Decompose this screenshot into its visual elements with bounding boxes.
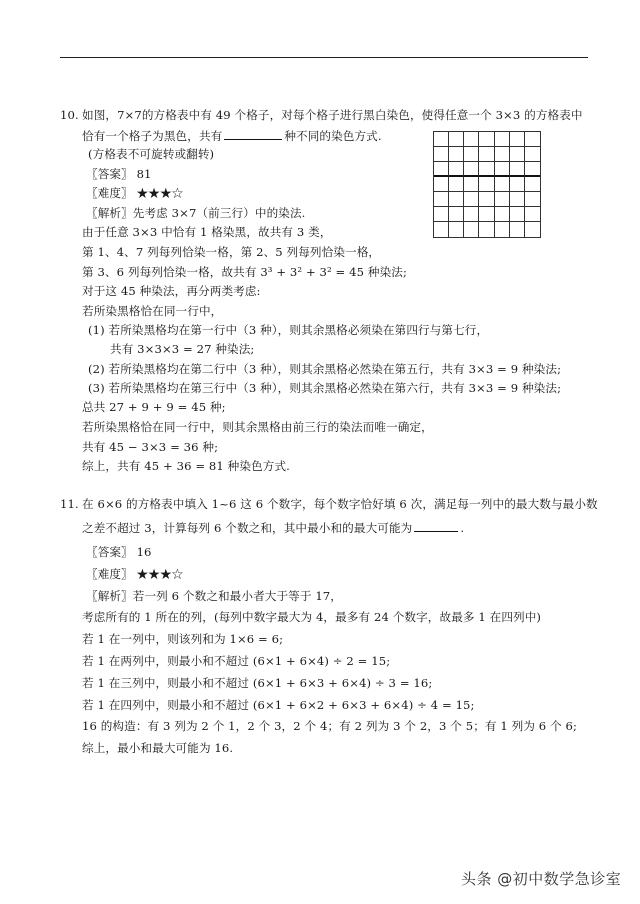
problem-10-stem-line1: 如图，7×7的方格表中有 49 个格子，对每个格子进行黑白染色，使得任意一个 3×3 的方格表中 [82, 108, 583, 122]
grid-cell [495, 207, 510, 222]
analysis-line: 若 1 在两列中，则最小和不超过 (6×1 + 6×4) ÷ 2 = 15; [82, 654, 391, 668]
problem-10-note: (方格表不可旋转或翻转) [88, 147, 215, 161]
analysis-line: 若所染黑格恰在同一行中， [82, 304, 223, 318]
problem-11-stem-line2: 之差不超过 3，计算每列 6 个数之和，其中最小和的最大可能为 . [82, 521, 465, 535]
problem-10-stem-line2: 恰有一个格子为黑色，共有 种不同的染色方式. [82, 129, 382, 143]
grid-cell [495, 162, 510, 177]
grid-cell [510, 147, 525, 162]
analysis-line: 共有 45 − 3×3 = 36 种; [82, 440, 219, 454]
grid-cell [479, 192, 494, 207]
grid-cell [495, 177, 510, 192]
grid-cell [510, 222, 525, 237]
grid-cell [449, 162, 464, 177]
analysis-line: 综上，共有 45 + 36 = 81 种染色方式. [82, 459, 290, 473]
analysis-line: 第 1、4、7 列每列恰染一格，第 2、5 列每列恰染一格， [82, 245, 381, 259]
grid-cell [464, 192, 479, 207]
grid-cell [464, 177, 479, 192]
grid-cell [495, 147, 510, 162]
grid-cell [495, 132, 510, 147]
grid-figure-7x7 [433, 131, 541, 238]
watermark: 头条 @初中数学急诊室 [461, 870, 622, 888]
problem-11-stem-line1: 在 6×6 的方格表中填入 1~6 这 6 个数字，每个数字恰好填 6 次，满足每一列中的最大数与最小数 [82, 497, 598, 511]
problem-10-number: 10. [60, 108, 79, 122]
grid-cell [464, 132, 479, 147]
grid-cell [479, 177, 494, 192]
grid-cell [479, 147, 494, 162]
grid-cell [449, 147, 464, 162]
analysis-line: (1) 若所染黑格均在第一行中（3 种），则其余黑格必须染在第四行与第七行， [88, 323, 489, 337]
grid-cell [434, 192, 449, 207]
star-rating-icon: ★★★☆ [136, 186, 184, 200]
grid-cell [464, 147, 479, 162]
grid-cell [449, 207, 464, 222]
analysis-line: 考虑所有的 1 所在的列，(每列中数字最大为 4，最多有 24 个数字，故最多 1 在四列中) [82, 610, 542, 624]
answer-blank [224, 128, 282, 140]
grid-cell [510, 162, 525, 177]
analysis-line: (3) 若所染黑格均在第三行中（3 种），则其余黑格必然染在第六行，共有 3×3 = 9 种染法; [88, 381, 562, 395]
analysis-line: 由于任意 3×3 中恰有 1 格染黑，故共有 3 类， [82, 225, 332, 239]
problem-11-analysis-head: 〖解析〗若一列 6 个数之和最小者大于等于 17， [86, 589, 342, 603]
grid-cell [479, 207, 494, 222]
grid-cell [525, 177, 540, 192]
grid-cell [479, 162, 494, 177]
analysis-line: 总共 27 + 9 + 9 = 45 种; [82, 400, 226, 414]
analysis-line: (2) 若所染黑格均在第二行中（3 种），则其余黑格必然染在第五行，共有 3×3 = 9 种染法; [88, 362, 562, 376]
analysis-line: 共有 3×3×3 = 27 种染法; [110, 342, 255, 356]
grid-cell [525, 222, 540, 237]
grid-cell [449, 132, 464, 147]
analysis-line: 对于这 45 种染法，再分两类考虑: [82, 284, 261, 298]
grid-cell [525, 192, 540, 207]
problem-10-answer: 〖答案〗 81 [86, 167, 152, 181]
problem-11-answer: 〖答案〗 16 [86, 545, 152, 559]
problem-11-difficulty: 〖难度〗 ★★★☆ [86, 567, 184, 581]
grid-cell [434, 177, 449, 192]
analysis-line: 第 3、6 列每列恰染一格，故共有 3³ + 3² + 3² = 45 种染法; [82, 265, 407, 279]
analysis-line: 若 1 在四列中，则最小和不超过 (6×1 + 6×2 + 6×3 + 6×4) ÷ 4 = 15; [82, 698, 475, 712]
grid-cell [464, 162, 479, 177]
grid-cell [525, 207, 540, 222]
grid-cell [464, 222, 479, 237]
grid-cell [525, 147, 540, 162]
star-rating-icon: ★★★☆ [136, 567, 184, 581]
grid-cell [449, 222, 464, 237]
grid-cell [434, 132, 449, 147]
answer-blank [414, 520, 458, 532]
grid-cell [525, 162, 540, 177]
analysis-line: 若 1 在三列中，则最小和不超过 (6×1 + 6×3 + 6×4) ÷ 3 = 16; [82, 676, 433, 690]
grid-cell [510, 132, 525, 147]
grid-cell [434, 162, 449, 177]
problem-10-analysis-head: 〖解析〗先考虑 3×7（前三行）中的染法. [86, 206, 306, 220]
problem-11-number: 11. [60, 497, 79, 511]
analysis-line: 16 的构造：有 3 列为 2 个 1，2 个 3，2 个 4；有 2 列为 3 个 2，3 个 5；有 1 列为 6 个 6; [82, 719, 578, 733]
analysis-line: 综上，最小和最大可能为 16. [82, 741, 234, 755]
problem-10-difficulty: 〖难度〗 ★★★☆ [86, 186, 184, 200]
grid-cell [434, 222, 449, 237]
analysis-line: 若所染黑格恰在同一行中，则其余黑格由前三行的染法而唯一确定， [82, 420, 433, 434]
grid-cell [525, 132, 540, 147]
grid-cell [464, 207, 479, 222]
header-rule [60, 57, 588, 58]
grid-cell [495, 222, 510, 237]
grid-cell [479, 222, 494, 237]
grid-cell [510, 192, 525, 207]
grid-cell [510, 177, 525, 192]
grid-cell [495, 192, 510, 207]
grid-cell [479, 132, 494, 147]
grid-cell [510, 207, 525, 222]
grid-cell [449, 192, 464, 207]
analysis-line: 若 1 在一列中，则该列和为 1×6 = 6; [82, 632, 284, 646]
grid-cell [449, 177, 464, 192]
grid-cell [434, 207, 449, 222]
grid-cell [434, 147, 449, 162]
